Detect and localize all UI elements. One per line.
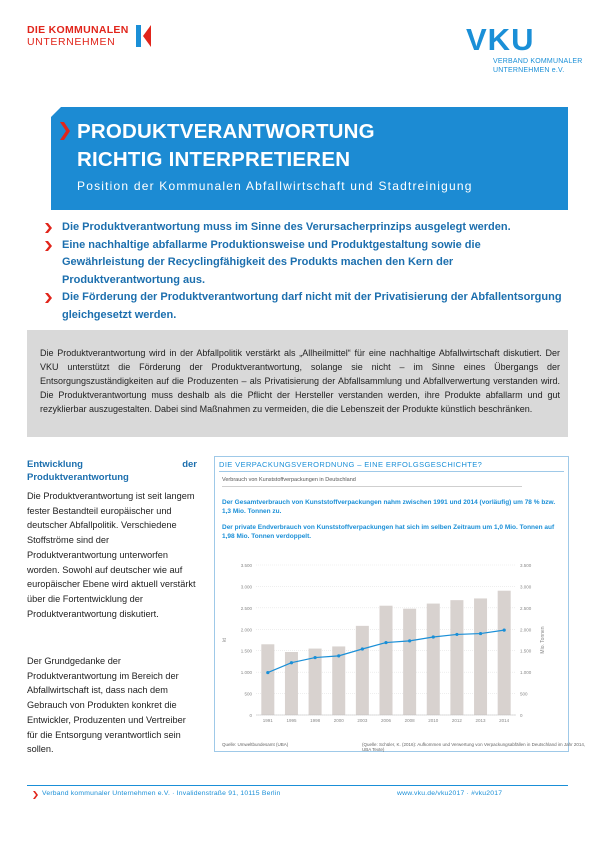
line-point — [432, 635, 435, 638]
x-tick-label: 2008 — [404, 718, 415, 723]
y-tick-label-right: 1.000 — [520, 670, 532, 676]
key-point-text: Die Produktverantwortung muss im Sinne des Verursacherprinzips ausgelegt werden. — [62, 221, 511, 233]
vku-logo-sub2: UNTERNEHMEN e.V. — [493, 66, 565, 74]
chevron-right-icon — [45, 223, 52, 233]
y-tick-label: 1.000 — [240, 670, 252, 676]
bar — [498, 591, 511, 715]
chevron-right-icon — [33, 791, 38, 799]
bar — [356, 626, 369, 715]
key-point — [42, 237, 562, 290]
chart-subtitle: Verbrauch von Kunststoffverpackungen in Deutschland — [222, 477, 356, 483]
page-title-line2: RICHTIG INTERPRETIEREN — [77, 148, 351, 171]
y-tick-label-right: 500 — [520, 691, 528, 697]
bar — [261, 644, 274, 715]
line-point — [337, 654, 340, 657]
chart-title-divider — [219, 471, 564, 472]
key-points-list — [42, 219, 562, 324]
chart-note: Der Gesamtverbrauch von Kunststoffverpackungen nahm zwischen 1991 und 2014 (vorläufig) um 78 % bzw. 1,3 Mio. Tonnen zu. — [222, 499, 556, 515]
bar — [450, 600, 463, 715]
logo-left-line1: DIE KOMMUNALEN — [27, 24, 129, 36]
key-point — [42, 289, 562, 324]
y-tick-label: 1.500 — [240, 648, 252, 654]
vku-logo-word: VKU — [466, 22, 535, 57]
vku-logo-sub1: VERBAND KOMMUNALER — [493, 58, 583, 65]
line-point — [503, 629, 506, 632]
bar — [427, 604, 440, 715]
page-subtitle: Position der Kommunalen Abfallwirtschaft und Stadtreinigung — [77, 179, 473, 193]
line-point — [384, 641, 387, 644]
bar — [474, 598, 487, 715]
line-point — [313, 656, 316, 659]
x-tick-label: 2013 — [475, 718, 486, 723]
logo-vku — [466, 22, 583, 75]
line-point — [290, 661, 293, 664]
bar — [380, 606, 393, 715]
bar — [403, 609, 416, 715]
y-tick-label-right: 2.500 — [520, 605, 532, 611]
y-tick-label-right: 2.000 — [520, 627, 532, 633]
body-paragraph: Der Grundgedanke der Produktverantwortung im Bereich der Abfallwirtschaft ist, dass nach dem Gebrauch von Produkten konkret die Entwickler, Produzenten und Vertreiber für die Entsorgung verantwortlich sein sollen. — [27, 656, 186, 755]
banner-corner — [51, 107, 61, 117]
line-point — [408, 639, 411, 642]
section-heading: Entwicklung der Produktverantwortung — [27, 459, 197, 483]
intro-text: Die Produktverantwortung wird in der Abfallpolitik verstärkt als „Allheilmittel“ für eine nachhaltige Abfallwirtschaft diskutiert. Der VKU unterstützt die Förderung der Produktverantwortung, solange sie nicht – im Sinne eines Übergangs der Entsorgungszuständigkeiten auf die Produzenten – als Privatisierung der Abfallsammlung und Abfallverwertung verstanden wird. Die Produktverantwortung muss deshalb als die Pflicht der Hersteller verstanden werden, ihre Produkte abfallarm und gut rezyklierbar auszugestalten. Dabei sind Maßnahmen zu vermeiden, die die Lebenszeit der Produkte künstlich beschränken. — [40, 348, 560, 415]
y-tick-label-right: 3.500 — [520, 563, 532, 568]
logo-kommunale-unternehmen — [27, 24, 129, 48]
line-point — [479, 632, 482, 635]
x-tick-label: 1998 — [310, 718, 321, 723]
y-tick-label: 2.000 — [240, 627, 252, 633]
key-point — [42, 219, 562, 237]
key-point-text: Eine nachhaltige abfallarme Produktionsweise und Produktgestaltung sowie die Gewährleistung der Recyclingfähigkeit des Produkts machen den Kern der Produktverantwortung aus. — [62, 238, 481, 286]
y-tick-label: 3.500 — [240, 563, 252, 568]
chart-note: Der private Endverbrauch von Kunststoffverpackungen hat sich im selben Zeitraum um 1,0 Mio. Tonnen auf 1,98 Mio. Tonnen verdoppelt. — [222, 524, 555, 540]
line-point — [361, 647, 364, 650]
y-tick-label: 2.500 — [240, 605, 252, 611]
x-tick-label: 2000 — [333, 718, 344, 723]
x-tick-label: 2006 — [380, 718, 392, 723]
chart-plot — [216, 545, 564, 725]
page-title-line1: PRODUKTVERANTWORTUNG — [77, 120, 375, 143]
y-tick-label: 0 — [249, 713, 252, 718]
k-logo-icon — [136, 25, 152, 47]
y-tick-label-right: 1.500 — [520, 648, 532, 654]
y-axis-label-right: Mio. Tonnen — [540, 626, 546, 654]
chevron-right-icon — [45, 293, 52, 303]
chart-subtitle-divider — [222, 486, 522, 487]
footer-divider — [27, 785, 568, 786]
body-paragraph: Die Produktverantwortung ist seit langem fester Bestandteil europäischer und deutscher Abfallpolitik. Verschiedene Stoffströme sind der Produktverantwortung unterworfen worden. Sowohl auf deutscher wie auf europäischer Ebene wird aktuell verstärkt über die Fortentwicklung der Produktverantwortung diskutiert. — [27, 491, 196, 619]
chevron-right-icon — [45, 241, 52, 251]
line-point — [455, 633, 458, 636]
y-axis-label: kt — [222, 638, 228, 642]
x-tick-label: 2003 — [357, 718, 368, 723]
chart-title: DIE VERPACKUNGSVERORDNUNG – EINE ERFOLGSGESCHICHTE? — [219, 460, 483, 469]
footer-address: Verband kommunaler Unternehmen e.V. · Invalidenstraße 91, 10115 Berlin — [42, 790, 281, 797]
y-tick-label-right: 0 — [520, 713, 523, 718]
line-point — [266, 671, 269, 674]
y-tick-label: 3.000 — [240, 584, 252, 590]
chart-source-left: Quelle: Umweltbundesamt (UBA) — [222, 742, 289, 747]
y-tick-label-right: 3.000 — [520, 584, 532, 590]
key-point-text: Die Förderung der Produktverantwortung darf nicht mit der Privatisierung der Abfallentsorgung gleichgesetzt werden. — [62, 291, 562, 321]
logo-left-line2: UNTERNEHMEN — [27, 36, 116, 48]
footer-link[interactable]: www.vku.de/vku2017 · #vku2017 — [397, 790, 503, 797]
x-tick-label: 2010 — [428, 718, 439, 723]
x-tick-label: 1995 — [286, 718, 297, 723]
x-tick-label: 1991 — [262, 718, 273, 723]
x-tick-label: 2014 — [499, 718, 510, 723]
chart-source-right: (Quelle: Schüler, K. (2016): Aufkommen und Verwertung von Verpackungsabfällen in Deutschland im Jahr 2014, UBA Texte) — [362, 742, 586, 752]
chevron-right-icon — [60, 122, 70, 140]
x-tick-label: 2012 — [451, 718, 462, 723]
y-tick-label: 500 — [244, 691, 252, 697]
